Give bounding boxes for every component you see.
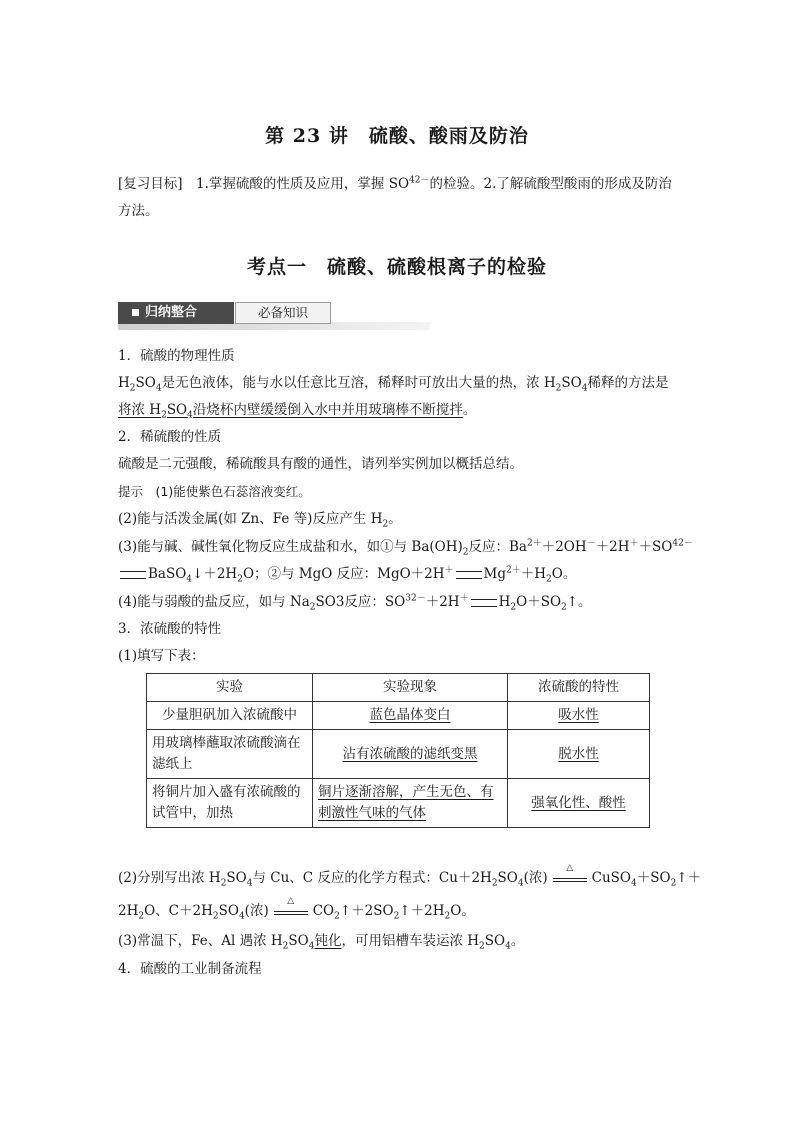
- lecture-title: 第 23 讲 硫酸、酸雨及防治: [265, 125, 529, 147]
- sub-2: 2: [309, 602, 316, 613]
- t: (浓): [523, 870, 548, 886]
- banner-left: [118, 302, 234, 324]
- sub-2: 2: [444, 911, 451, 922]
- sub-4: 4: [246, 878, 253, 889]
- t: ↑。: [566, 594, 592, 610]
- t: ↑＋2SO: [339, 903, 394, 919]
- sub-2: 2: [479, 941, 485, 952]
- t: SO: [226, 870, 247, 886]
- review-goal-text-1: 1.掌握硫酸的性质及应用，掌握 SO: [196, 176, 410, 192]
- t: O；②与 MgO 反应：MgO＋2H: [242, 566, 445, 582]
- answer: 吸水性: [558, 707, 599, 723]
- sub-2: 2: [561, 602, 567, 613]
- sub-2: 2: [129, 383, 136, 394]
- sub-4: 4: [238, 911, 245, 922]
- t: O。: [450, 903, 475, 919]
- t: SO: [561, 375, 582, 391]
- charge: 2＋: [506, 565, 521, 576]
- sub-4: 4: [308, 941, 315, 952]
- sub-4: 4: [409, 175, 415, 186]
- t: (2)能与活泼金属(如 Zn、Fe 等)反应产生 H: [118, 511, 383, 527]
- t: 是无色液体，能与水以任意比互溶，稀释时可放出大量的热，浓 H: [161, 375, 556, 391]
- table-cell: 用玻璃棒蘸取浓硫酸滴在滤纸上: [147, 730, 313, 779]
- col-header-phenomenon: 实验现象: [313, 674, 508, 702]
- t: ＋SO: [638, 539, 673, 555]
- charge: 2－: [678, 538, 693, 549]
- s1-line2: [118, 400, 476, 420]
- t: O＋SO: [516, 594, 562, 610]
- table-header-row: [147, 674, 650, 702]
- delta-icon: △: [566, 862, 574, 873]
- answer-passivation: 钝化: [314, 933, 342, 949]
- charge: 2－: [410, 593, 426, 604]
- table-cell: [313, 730, 508, 779]
- sub-2: 2: [334, 911, 340, 922]
- table-cell: [508, 730, 650, 779]
- t: ，可用铝槽车装运浓 H: [341, 933, 480, 949]
- s2-intro: 硫酸是二元强酸，稀硫酸具有酸的通性，请列举实例加以概括总结。: [118, 456, 523, 472]
- t: O。: [551, 566, 577, 582]
- s3-q3: [118, 931, 524, 951]
- sub-2: 2: [220, 878, 227, 889]
- sub-2: 2: [282, 941, 289, 952]
- t: BaSO: [148, 566, 187, 582]
- sub-2: 2: [670, 878, 677, 889]
- s2-p3-line1: [118, 537, 693, 557]
- sub-3: 3: [405, 593, 411, 604]
- review-goal-text-2: 的检验。2.了解硫酸型酸雨的形成及防治: [429, 176, 672, 192]
- sub-2: 2: [510, 602, 517, 613]
- answer: 蓝色晶体变白: [369, 707, 451, 723]
- sub-2: 2: [237, 574, 243, 585]
- sub-4: 4: [155, 383, 162, 394]
- t: SO: [484, 933, 506, 949]
- table-row: [147, 779, 650, 828]
- sub-2: 2: [382, 519, 389, 530]
- s1-title: 1．硫酸的物理性质: [118, 348, 235, 364]
- charge: －: [586, 538, 596, 549]
- sub-4: 4: [517, 878, 524, 889]
- charge: 2－: [414, 175, 430, 186]
- t: ↑＋: [676, 870, 702, 886]
- review-tag: [复习目标]: [118, 176, 183, 192]
- table-cell: [313, 779, 508, 828]
- answer-dilution: [118, 402, 463, 421]
- t: (4)能与弱酸的盐反应，如与 Na: [118, 594, 310, 610]
- table-row: [147, 702, 650, 730]
- t: 反应：SO: [344, 594, 406, 610]
- table-row: [147, 730, 650, 779]
- t: 。: [462, 402, 477, 418]
- banner-left-label: 归纳整合: [145, 305, 198, 320]
- sub-2: 2: [212, 911, 219, 922]
- t: Mg: [483, 566, 507, 582]
- t: ↓＋2H: [192, 566, 238, 582]
- sub-2: 2: [546, 574, 552, 585]
- s3-q2-line2: [118, 895, 475, 922]
- sub-2: 2: [393, 911, 400, 922]
- equals-sign: [456, 571, 482, 579]
- t: (3)能与碱、碱性氧化物反应生成盐和水，如①与 Ba(OH): [118, 539, 463, 555]
- s2-p3-line2: [118, 564, 576, 584]
- t: 。: [510, 933, 525, 949]
- table-cell: [313, 702, 508, 730]
- t: (浓): [244, 903, 269, 919]
- answer: 铜片逐渐溶解，产生无色、有刺激性气味的气体: [318, 784, 494, 821]
- t: (2)分别写出浓 H: [118, 870, 221, 886]
- table-cell: [508, 702, 650, 730]
- charge: ＋: [444, 565, 454, 576]
- sub-2: 2: [161, 410, 167, 421]
- heat-arrow: [553, 862, 587, 886]
- sub-2: 2: [491, 878, 498, 889]
- s2-hint: 提示 (1)能使紫色石蕊溶液变红。: [118, 484, 311, 499]
- answer: 脱水性: [558, 745, 599, 762]
- s4-title: 4．硫酸的工业制备流程: [118, 961, 262, 977]
- t: CuSO: [591, 870, 631, 886]
- s2-p2: (2)能与活泼金属(如 Zn、Fe 等)反应产生 $H_2$。: [118, 511, 402, 530]
- t: SO: [166, 402, 188, 418]
- sub-4: 4: [672, 538, 679, 549]
- table-cell: 将铜片加入盛有浓硫酸的试管中，加热: [147, 779, 313, 828]
- review-goal-text-3: 方法。: [118, 203, 159, 219]
- properties-table: [146, 673, 650, 828]
- s2-p4: [118, 592, 592, 612]
- equals-sign: [471, 599, 497, 607]
- t: 稀释的方法是: [587, 375, 669, 391]
- sub-2: 2: [555, 383, 562, 394]
- banner-right: 必备知识: [235, 302, 331, 324]
- sub-2: 2: [462, 547, 469, 558]
- H: H: [118, 375, 130, 391]
- answer: 沾有浓硫酸的滤纸变黑: [342, 745, 478, 762]
- charge: 2＋: [526, 538, 542, 549]
- t: ＋2H: [425, 594, 460, 610]
- t: ＋2OH: [541, 539, 587, 555]
- t: SO: [288, 933, 309, 949]
- t: ＋SO: [636, 870, 671, 886]
- s1-line1: [118, 373, 668, 393]
- charge: ＋: [459, 593, 469, 604]
- table-cell: 少量胆矾加入浓硫酸中: [147, 702, 313, 730]
- square-icon: [132, 309, 139, 316]
- sub-4: 4: [187, 410, 193, 421]
- t: 与 Cu、C 反应的化学方程式：Cu＋2H: [252, 870, 492, 886]
- t: SO: [218, 903, 239, 919]
- t: SO: [497, 870, 518, 886]
- sub-4: 4: [186, 574, 193, 585]
- t: CO: [312, 903, 335, 919]
- H: H: [498, 594, 511, 610]
- t: 2H: [118, 903, 139, 919]
- s3-q2-line1: [118, 862, 702, 889]
- answer: 强氧化性、酸性: [531, 794, 626, 811]
- t: 反应：Ba: [468, 539, 527, 555]
- t: 将浓 H: [118, 402, 162, 418]
- t: SO: [135, 375, 156, 391]
- col-header-experiment: 实验: [147, 674, 313, 702]
- heat-arrow: [274, 895, 308, 919]
- t: O、C＋2H: [144, 903, 213, 919]
- sub-4: 4: [631, 878, 637, 889]
- col-header-property: 浓硫酸的特性: [508, 674, 650, 702]
- table-cell: [508, 779, 650, 828]
- t: (3)常温下，Fe、Al 遇浓 H: [118, 933, 283, 949]
- section-title: 考点一 硫酸、硫酸根离子的检验: [246, 256, 547, 278]
- s3-sub1: (1)填写下表：: [118, 648, 205, 664]
- t: ＋2H: [595, 539, 630, 555]
- sub-4: 4: [505, 941, 511, 952]
- charge: ＋: [629, 538, 639, 549]
- review-goals: [118, 171, 680, 225]
- t: ＋H: [520, 566, 547, 582]
- delta-icon: △: [287, 895, 295, 906]
- t: SO3: [315, 594, 345, 610]
- section-banner: [118, 302, 430, 326]
- t: 沿烧杯内壁缓缓倒入水中并用玻璃棒不断搅拌: [192, 402, 463, 418]
- t: ↑＋2H: [399, 903, 445, 919]
- equals-sign: [120, 571, 146, 579]
- s2-title: 2．稀硫酸的性质: [118, 429, 222, 445]
- sub-2: 2: [138, 911, 145, 922]
- s3-title: 3．浓硫酸的特性: [118, 621, 222, 637]
- sub-4: 4: [581, 383, 588, 394]
